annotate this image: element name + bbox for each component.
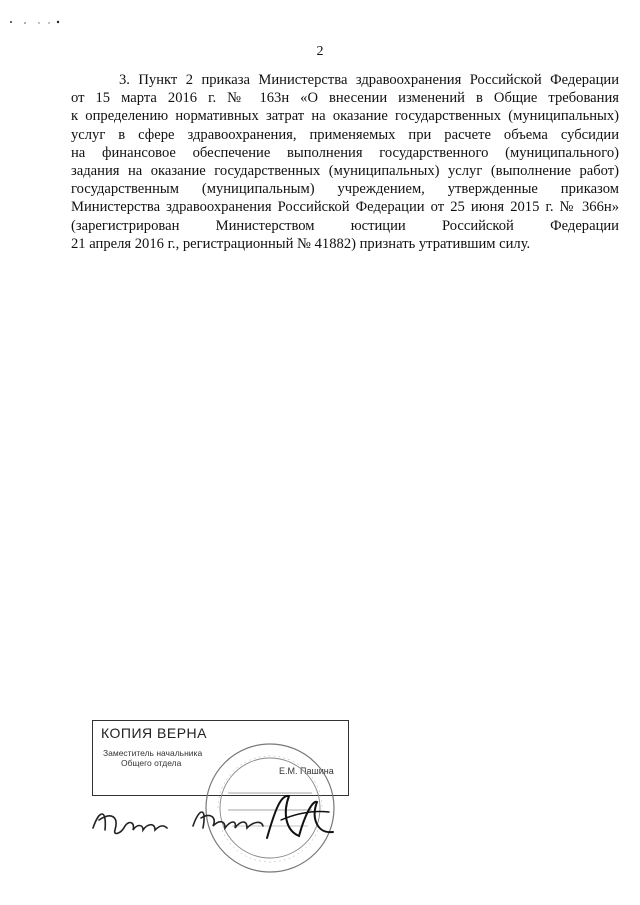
stamp-signer-name: Е.М. Пашина: [279, 766, 334, 776]
paragraph-line: (зарегистрирован Министерством юстиции Российской Федерации: [71, 217, 619, 234]
paragraph-line: от 15 марта 2016 г. № 163н «О внесении изменений в Общие требования: [71, 90, 619, 107]
stamp-title: КОПИЯ ВЕРНА: [101, 725, 207, 741]
page-number: 2: [316, 44, 324, 59]
paragraph-line: 21 апреля 2016 г., регистрационный № 41882) признать утратившим силу.: [71, 235, 531, 252]
stamp-position-line1: Заместитель начальника: [103, 748, 203, 758]
stamp-position: [103, 748, 202, 768]
paragraph-line: к определению нормативных затрат на оказание государственных (муниципальных): [71, 108, 619, 125]
paragraph-line: на финансовое обеспечение выполнения государственного (муниципального): [71, 144, 619, 161]
paragraph-line: 3. Пункт 2 приказа Министерства здравоохранения Российской Федерации: [119, 72, 619, 88]
paragraph-line: услуг в сфере здравоохранения, применяемых при расчете объема субсидии: [71, 126, 619, 143]
handwritten-signature: [85, 790, 345, 850]
paragraph-line: Министерства здравоохранения Российской Федерации от 25 июня 2015 г. № 366н»: [71, 199, 619, 216]
paragraph-line: задания на оказание государственных (муниципальных) услуг (выполнение работ): [71, 162, 619, 179]
stamp-position-line2: Общего отдела: [121, 758, 182, 768]
paragraph-line: государственным (муниципальным) учреждением, утвержденные приказом: [71, 181, 619, 198]
scan-specks: [8, 14, 68, 26]
body-paragraph: [71, 71, 619, 253]
